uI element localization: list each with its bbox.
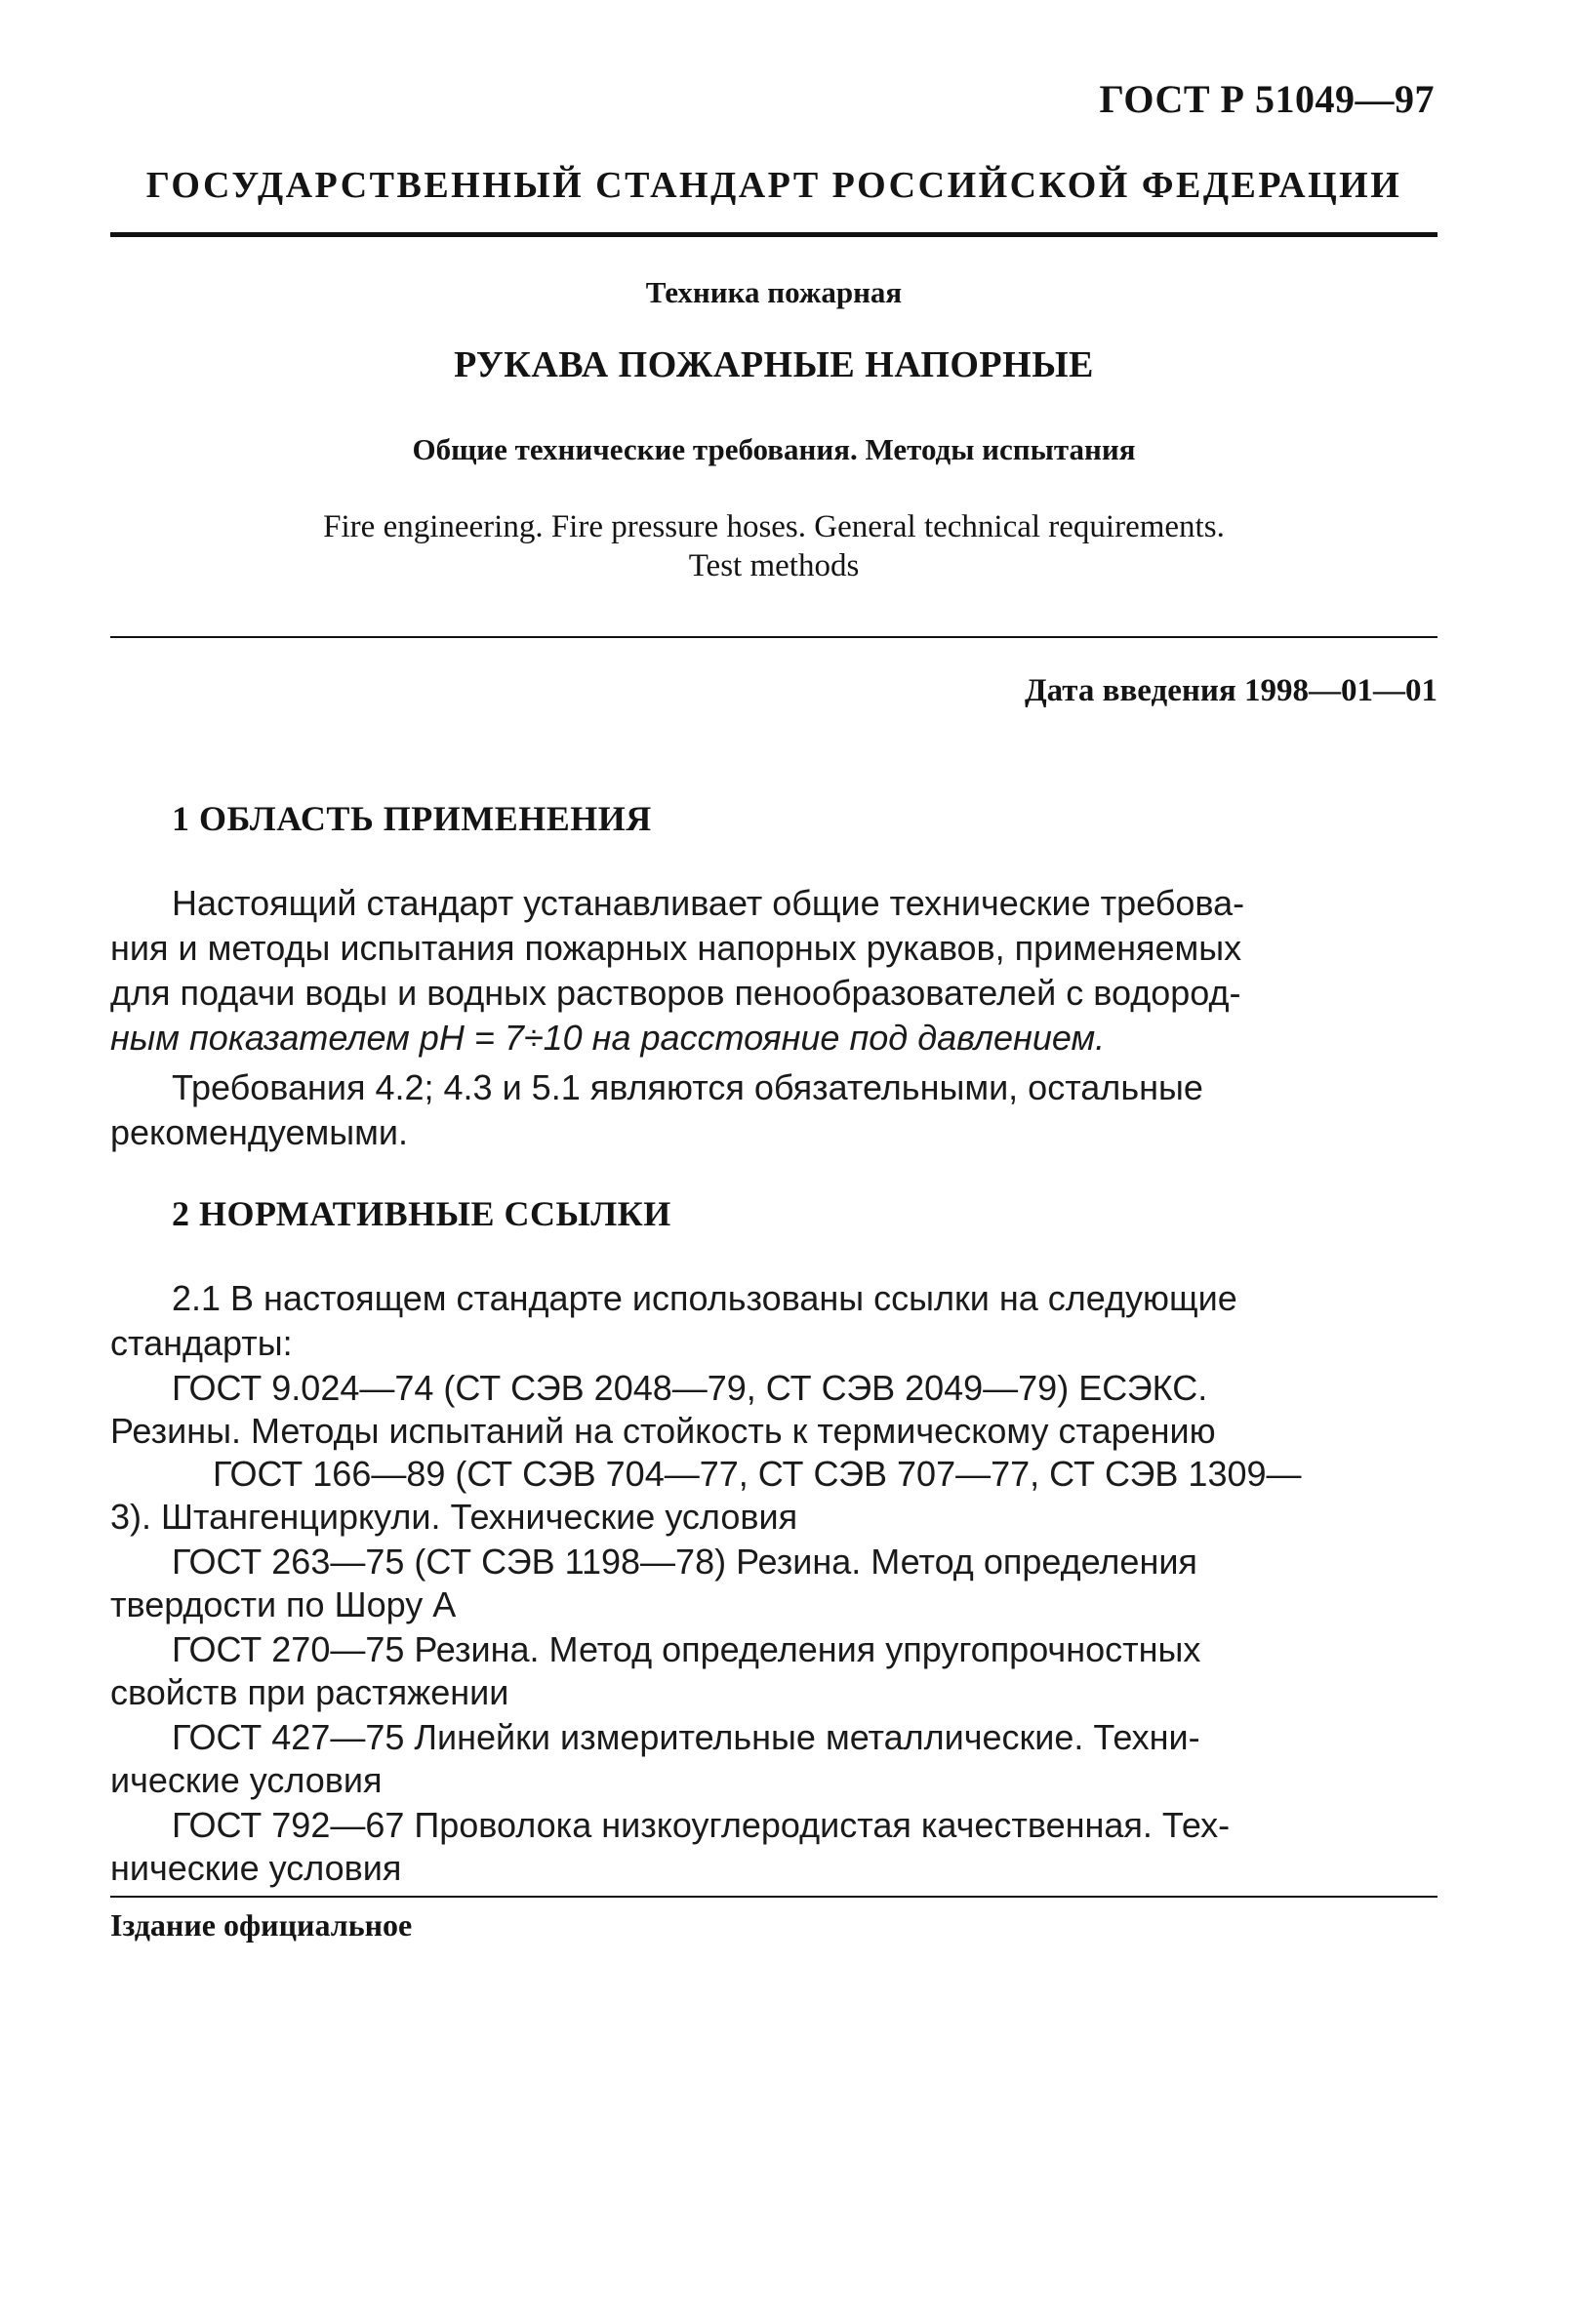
reference-line: ГОСТ 9.024—74 (СТ СЭВ 2048—79, СТ СЭВ 2049—79) ЕСЭКС. [172, 1368, 1208, 1408]
reference-line: ГОСТ 166—89 (СТ СЭВ 704—77, СТ СЭВ 707—77, СТ СЭВ 1309— [213, 1454, 1302, 1494]
reference-line: нические условия [110, 1848, 402, 1888]
reference-line: 3). Штангенциркули. Технические условия [110, 1497, 798, 1537]
section-1-line: Требования 4.2; 4.3 и 5.1 являются обязательными, остальные [172, 1067, 1203, 1107]
introduction-date: Дата введения 1998—01—01 [1024, 673, 1437, 708]
document-title: РУКАВА ПОЖАРНЫЕ НАПОРНЫЕ [454, 344, 1094, 385]
reference-line: Резины. Методы испытаний на стойкость к термическому старению [110, 1411, 1216, 1451]
reference-line: 2.1 В настоящем стандарте использованы ссылки на следующие [172, 1278, 1237, 1318]
reference-line: ГОСТ 427—75 Линейки измерительные металлические. Техни- [172, 1717, 1200, 1757]
english-title-line-1: Fire engineering. Fire pressure hoses. General technical requirements. [323, 509, 1225, 544]
english-title-line-2: Test methods [688, 548, 860, 583]
reference-line: твердости по Шору А [110, 1584, 457, 1624]
reference-line: свойств при растяжении [110, 1672, 509, 1712]
official-edition-label: Іздание официальное [110, 1907, 413, 1943]
english-title [110, 507, 1437, 585]
section-1-line: рекомендуемыми. [110, 1112, 408, 1152]
section-1-line: для подачи воды и водных растворов пенообразователей с водород- [110, 973, 1241, 1013]
section-1-line: ния и методы испытания пожарных напорных рукавов, применяемых [110, 928, 1242, 968]
reference-line: ГОСТ 792—67 Проволока низкоуглеродистая качественная. Тех- [172, 1805, 1231, 1845]
section-1-heading: 1 ОБЛАСТЬ ПРИМЕНЕНИЯ [172, 799, 652, 838]
footer-rule [110, 1896, 1437, 1898]
document-id: ГОСТ Р 51049—97 [1099, 77, 1435, 121]
section-2-heading: 2 НОРМАТИВНЫЕ ССЫЛКИ [172, 1194, 671, 1233]
reference-line: ГОСТ 263—75 (СТ СЭВ 1198—78) Резина. Метод определения [172, 1542, 1197, 1582]
header-rule [110, 232, 1437, 237]
document-subtitle: Общие технические требования. Методы испытания [412, 432, 1136, 466]
subject-heading: Техника пожарная [645, 275, 903, 309]
title-rule [110, 636, 1437, 638]
reference-line: ГОСТ 270—75 Резина. Метод определения упругопрочностных [172, 1629, 1201, 1669]
section-1-line: Настоящий стандарт устанавливает общие технические требова- [172, 883, 1245, 923]
reference-line: ические условия [110, 1760, 383, 1800]
reference-line: стандарты: [110, 1323, 293, 1363]
state-standard-title: ГОСУДАРСТВЕННЫЙ СТАНДАРТ РОССИЙСКОЙ ФЕДЕРАЦИИ [145, 165, 1402, 206]
section-1-line: ным показателем pH = 7÷10 на расстояние под давлением. [110, 1018, 1106, 1058]
